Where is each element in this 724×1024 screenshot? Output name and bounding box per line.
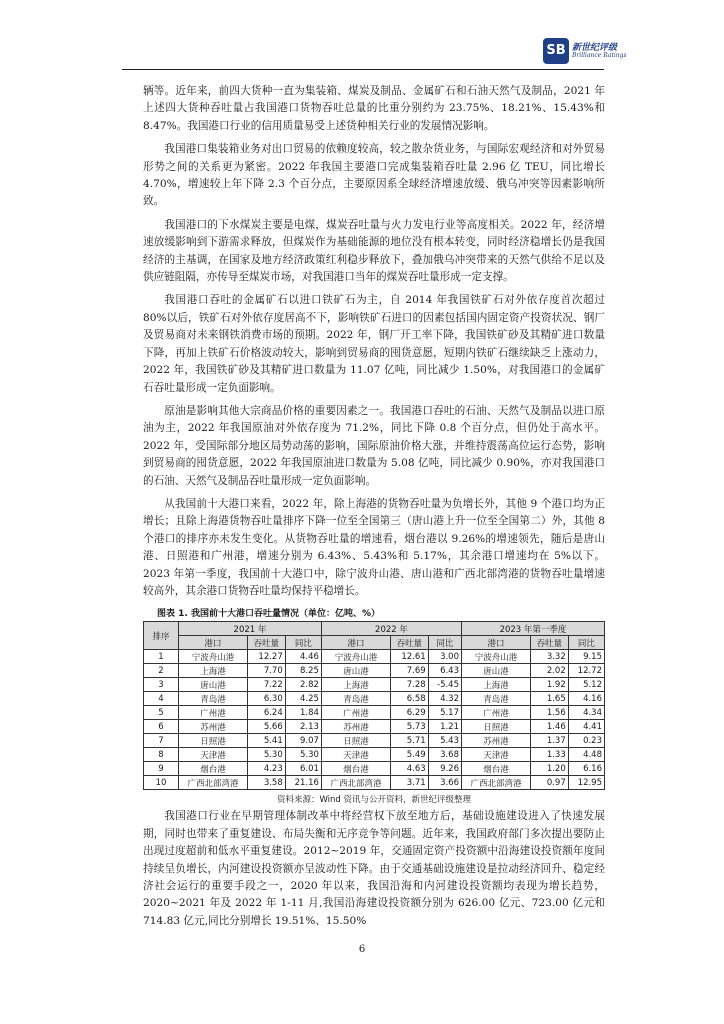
- table-cell: 2.82: [285, 678, 321, 692]
- table-cell: 1.84: [285, 706, 321, 720]
- table-cell: -5.45: [428, 678, 461, 692]
- table-cell: 9.26: [428, 762, 461, 776]
- group-header-2022: 2022 年: [321, 622, 461, 636]
- page-body: [143, 83, 605, 936]
- table-cell: 3.68: [428, 748, 461, 762]
- sub-header-cell: 同比: [285, 636, 321, 650]
- paragraph-container: 我国港口集装箱业务对出口贸易的依赖度较高，较之散杂货业务，与国际宏观经济和对外贸易形势之间的关系更为紧密。2022 年我国主要港口完成集装箱吞吐量 2.96 亿 TEU，同比增长 4.70%，增速较上年下降 2.3 个百分点，主要原因系全球经济增速放缓、俄乌冲突等因素影响所致。: [143, 143, 605, 208]
- paragraph-crude-oil: 原油是影响其他大宗商品价格的重要因素之一。我国港口吞吐的石油、天然气及制品以进口原油为主，2022 年我国原油对外依存度为 71.2%，同比下降 0.8 个百分点，但仍处于高水平。2022 年，受国际部分地区局势动荡的影响，国际原油价格大涨，并维持震荡高位运行态势，影响到贸易商的囤货意愿，2022 年我国原油进口数量为 5.08 亿吨，同比减少 0.90%，亦对我国港口的石油、天然气及制品吞吐量形成一定负面影响。: [143, 404, 605, 487]
- table-cell: 宁波舟山港: [321, 650, 390, 664]
- paragraph-cargo-types: 辆等。近年来，前四大货种一直为集装箱、煤炭及制品、金属矿石和石油天然气及制品，2021 年上述四大货种吞吐量占我国港口货物吞吐总量的比重分别约为 23.75%、18.21%、15.43%和 8.47%。我国港口行业的信用质量易受上述货种相关行业的发展情况影响。: [143, 85, 605, 132]
- sub-header-cell: 港口: [321, 636, 390, 650]
- table-cell: 5.73: [391, 720, 429, 734]
- table-cell: 4.46: [285, 650, 321, 664]
- table-cell: 上海港: [179, 664, 248, 678]
- paragraph-metal-ore: 我国港口吞吐的金属矿石以进口铁矿石为主，自 2014 年我国铁矿石对外依存度首次超过 80%以后，铁矿石对外依存度居高不下，影响铁矿石进口的因素包括国内固定资产投资状况、钢厂及贸易商对未来钢铁消费市场的预期。2022 年，钢厂开工率下降，我国铁矿砂及其精矿进口数量下降，再加上铁矿石价格波动较大，影响到贸易商的囤货意愿，短期内铁矿石继续缺乏上涨动力，2022 年，我国铁矿砂及其精矿进口数量为 11.07 亿吨，同比减少 1.50%，对我国港口的金属矿石吞吐量形成一定负面影响。: [143, 294, 605, 394]
- table-cell: 1.56: [531, 706, 569, 720]
- table-cell: 1.46: [531, 720, 569, 734]
- table-cell: 12.61: [391, 650, 429, 664]
- table-cell: 日照港: [321, 734, 390, 748]
- table-group-header-row: [144, 622, 605, 636]
- table-cell: 3.66: [428, 776, 461, 790]
- table-cell: 苏州港: [321, 720, 390, 734]
- table-cell: 9.07: [285, 734, 321, 748]
- table-cell: 3.00: [428, 650, 461, 664]
- table-cell: 唐山港: [321, 664, 390, 678]
- table-cell: 宁波舟山港: [179, 650, 248, 664]
- table-cell: 1.37: [531, 734, 569, 748]
- table-cell: 2.02: [531, 664, 569, 678]
- table-cell: 苏州港: [462, 734, 531, 748]
- table-cell: 6.01: [285, 762, 321, 776]
- table-cell: 6.58: [391, 692, 429, 706]
- group-header-2023q1: 2023 年第一季度: [462, 622, 605, 636]
- table-cell: 1.92: [531, 678, 569, 692]
- table-cell: 3.71: [391, 776, 429, 790]
- sub-header-cell: 同比: [568, 636, 604, 650]
- group-header-2021: 2021 年: [179, 622, 322, 636]
- logo-mark: SB: [543, 38, 569, 64]
- header-divider: [122, 69, 604, 70]
- table-cell: 青岛港: [321, 692, 390, 706]
- table-cell: 5: [144, 706, 179, 720]
- table-cell: 5.41: [248, 734, 286, 748]
- table-row: [144, 762, 605, 776]
- table-cell: 4.25: [285, 692, 321, 706]
- table-cell: 7.69: [391, 664, 429, 678]
- sub-header-cell: 港口: [462, 636, 531, 650]
- table-row: [144, 720, 605, 734]
- port-throughput-table: [143, 621, 605, 790]
- table-cell: 5.49: [391, 748, 429, 762]
- table-cell: 天津港: [462, 748, 531, 762]
- table-cell: 上海港: [462, 678, 531, 692]
- table-row: [144, 678, 605, 692]
- table-cell: 唐山港: [179, 678, 248, 692]
- table-cell: 烟台港: [179, 762, 248, 776]
- table-cell: 5.17: [428, 706, 461, 720]
- table-cell: 5.43: [428, 734, 461, 748]
- table-row: [144, 776, 605, 790]
- table-cell: 3.58: [248, 776, 286, 790]
- table-cell: 唐山港: [462, 664, 531, 678]
- table-cell: 0.23: [568, 734, 604, 748]
- table-cell: 1.65: [531, 692, 569, 706]
- table-cell: 广西北部湾港: [321, 776, 390, 790]
- table-cell: 4.63: [391, 762, 429, 776]
- sub-header-cell: 吞吐量: [391, 636, 429, 650]
- table-cell: 0.97: [531, 776, 569, 790]
- table-cell: 1: [144, 650, 179, 664]
- table-cell: 广州港: [179, 706, 248, 720]
- table-cell: 4.34: [568, 706, 604, 720]
- table-cell: 烟台港: [321, 762, 390, 776]
- table-cell: 12.72: [568, 664, 604, 678]
- table-cell: 4: [144, 692, 179, 706]
- sub-header-cell: 港口: [179, 636, 248, 650]
- table-cell: 日照港: [179, 734, 248, 748]
- table-cell: 8.25: [285, 664, 321, 678]
- table-cell: 青岛港: [462, 692, 531, 706]
- table-sub-header-row: [144, 636, 605, 650]
- table-cell: 5.12: [568, 678, 604, 692]
- table-cell: 12.27: [248, 650, 286, 664]
- table-cell: 青岛港: [179, 692, 248, 706]
- table-cell: 广州港: [462, 706, 531, 720]
- table-cell: 6.16: [568, 762, 604, 776]
- table-cell: 10: [144, 776, 179, 790]
- table-row: [144, 650, 605, 664]
- paragraph-infrastructure: 我国港口行业在早期管理体制改革中将经营权下放至地方后，基础设施建设进入了快速发展期，同时也带来了重复建设、布局失衡和无序竞争等问题。近年来，我国政府部门多次提出要防止出现过度超前和低水平重复建设。2012~2019 年，交通固定资产投资额中沿海建设投资额年度间持续呈负增长，内河建设投资额亦呈波动性下降。由于交通基础设施建设是拉动经济回升、稳定经济社会运行的重要手段之一，2020 年以来，我国沿海和内河建设投资额均表现为增长趋势，2020~2021 年及 2022 年 1-11 月,我国沿海建设投资额分别为 626.00 亿元、723.00 亿元和 714.83 亿元,同比分别增长 19.51%、15.50%: [143, 810, 605, 927]
- table-cell: 天津港: [321, 748, 390, 762]
- table-cell: 9.15: [568, 650, 604, 664]
- table-cell: 5.71: [391, 734, 429, 748]
- table-row: [144, 734, 605, 748]
- table-caption: 图表 1. 我国前十大港口吞吐量情况（单位：亿吨、%）: [157, 609, 380, 620]
- table-row: [144, 664, 605, 678]
- table-cell: 5.30: [248, 748, 286, 762]
- table-cell: 4.48: [568, 748, 604, 762]
- table-cell: 1.20: [531, 762, 569, 776]
- table-cell: 6.30: [248, 692, 286, 706]
- table-cell: 4.16: [568, 692, 604, 706]
- page-number: 6: [358, 944, 366, 955]
- table-cell: 7: [144, 734, 179, 748]
- table-cell: 广州港: [321, 706, 390, 720]
- rank-header: 排序: [144, 622, 179, 650]
- table-cell: 5.66: [248, 720, 286, 734]
- table-cell: 6: [144, 720, 179, 734]
- table-cell: 8: [144, 748, 179, 762]
- logo-chinese-name: 新世纪评级: [572, 43, 618, 53]
- table-cell: 2.13: [285, 720, 321, 734]
- table-cell: 12.95: [568, 776, 604, 790]
- table-cell: 7.70: [248, 664, 286, 678]
- table-cell: 宁波舟山港: [462, 650, 531, 664]
- table-cell: 1.33: [531, 748, 569, 762]
- table-cell: 5.30: [285, 748, 321, 762]
- sub-header-cell: 吞吐量: [248, 636, 286, 650]
- table-cell: 日照港: [462, 720, 531, 734]
- table-cell: 1.21: [428, 720, 461, 734]
- table-cell: 6.29: [391, 706, 429, 720]
- table-cell: 广西北部湾港: [179, 776, 248, 790]
- table-cell: 9: [144, 762, 179, 776]
- table-cell: 6.43: [428, 664, 461, 678]
- table-cell: 上海港: [321, 678, 390, 692]
- paragraph-coal: 我国港口的下水煤炭主要是电煤，煤炭吞吐量与火力发电行业等高度相关。2022 年，经济增速放缓影响到下游需求释放，但煤炭作为基础能源的地位没有根本转变，同时经济稳增长仍是我国经济的主基调，在国家及地方经济政策红利稳步释放下，叠加俄乌冲突带来的天然气供给不足以及供应链阻隔，亦传导至煤炭市场，对我国港口当年的煤炭吞吐量形成一定支撑。: [143, 218, 605, 284]
- table-source-note: 资料来源：Wind 资讯与公开资料，新世纪评级整理: [276, 795, 472, 806]
- table-cell: 广西北部湾港: [462, 776, 531, 790]
- sub-header-cell: 吞吐量: [531, 636, 569, 650]
- table-cell: 烟台港: [462, 762, 531, 776]
- table-body: [144, 650, 605, 790]
- table-cell: 4.23: [248, 762, 286, 776]
- table-cell: 6.24: [248, 706, 286, 720]
- table-row: [144, 706, 605, 720]
- table-cell: 3.32: [531, 650, 569, 664]
- table-cell: 4.32: [428, 692, 461, 706]
- table-row: [144, 692, 605, 706]
- table-cell: 21.16: [285, 776, 321, 790]
- sub-header-cell: 同比: [428, 636, 461, 650]
- paragraph-top-ten-ports: 从我国前十大港口来看，2022 年，除上海港的货物吞吐量为负增长外，其他 9 个港口均为正增长；且除上海港货物吞吐量排序下降一位至全国第三（唐山港上升一位至全国第二）外，其他 8 个港口的排序亦未发生变化。从货物吞吐量的增速看，烟台港以 9.26%的增速领先，随后是唐山港、日照港和广州港，增速分别为 6.43%、5.43%和 5.17%，其余港口增速均在 5%以下。2023 年第一季度，我国前十大港口中，除宁波舟山港、唐山港和广西北部湾港的货物吞吐量增速较高外，其余港口货物吞吐量均保持平稳增长。: [143, 497, 605, 597]
- table-cell: 2: [144, 664, 179, 678]
- table-cell: 7.22: [248, 678, 286, 692]
- table-cell: 天津港: [179, 748, 248, 762]
- logo-english-name: Brilliance Ratings: [572, 52, 627, 59]
- table-cell: 4.41: [568, 720, 604, 734]
- table-cell: 3: [144, 678, 179, 692]
- table-cell: 苏州港: [179, 720, 248, 734]
- table-row: [144, 748, 605, 762]
- table-cell: 7.28: [391, 678, 429, 692]
